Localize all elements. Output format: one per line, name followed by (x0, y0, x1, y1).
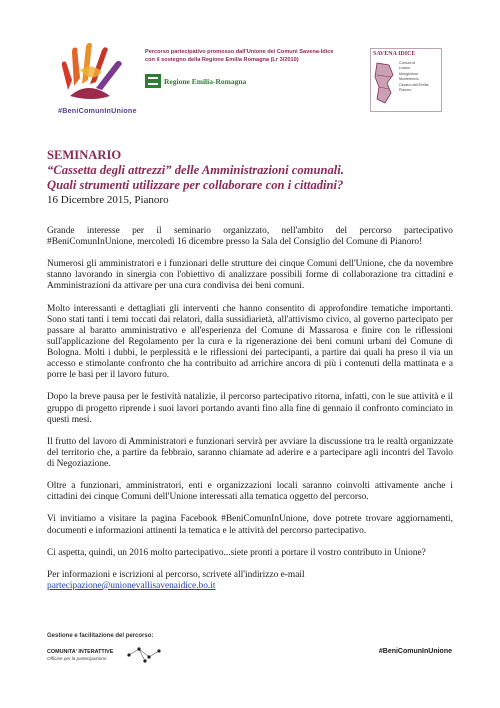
seminar-title-line-2: Quali strumenti utilizzare per collaborare con i cittadini? (47, 178, 344, 192)
project-line-1: Percorso partecipativo promosso dall'Unione dei Comuni Savena-Idice (145, 49, 334, 55)
paragraph: Molto interessanti e dettagliati gli interventi che hanno consentito di approfondire tematiche importanti. Sono stati tanti i temi toccati dai relatori, dalla sussidiarietà, all'attivismo civico, al governo partecipato per passare al baratto amministrativo e all'esperienza del Comune di Massarosa e finire con le riflessioni sull'applicazione del Regolamento per la cura e la rigenerazione dei beni comuni urbani del Comune di Bologna. Molti i dubbi, le perplessità e le riflessioni dei partecipanti, a partire dai quali ha preso il via un accesso e stimolante confronto che ha contribuito ad arrichire ancora di più i contenuti della mattinata e a porre le basi per il lavoro futuro. (47, 303, 453, 381)
union-logo (370, 48, 442, 112)
contact-paragraph (47, 570, 453, 592)
region-name: Regione Emilia-Romagna (164, 76, 247, 86)
paragraph: Dopo la breve pausa per le festività natalizie, il percorso partecipativo ritorna, infatti, con le sue attività e il gruppo di progetto riprende i suoi lavori portando avanti fino alla fine di gennaio il confronto cominciato in questi mesi. (47, 392, 453, 425)
region-logo (145, 74, 246, 88)
paragraph: Oltre a funzionari, amministratori, enti e organizzazioni locali saranno coinvolti attivamente anche i cittadini dei cinque Comuni dell'Unione interessati alla tematica oggetto del percorso. (47, 481, 453, 503)
paragraph: Vi invitiamo a visitare la pagina Facebook #BeniComunInUnione, dove potrete trovare aggiornamenti, documenti e informazioni attinenti la tematica e le attività del percorso partecipativo. (47, 514, 453, 536)
union-list-item: Comuni di (399, 61, 416, 65)
contact-text: Per informazioni e iscrizioni al percorso, scrivete all'indirizzo e-mail (47, 569, 305, 580)
footer-hashtag: #BeniComunInUnione (378, 648, 452, 655)
union-list-item: Loiano (399, 66, 410, 71)
hands-icon (58, 40, 128, 102)
seminar-title-line-1: “Cassetta degli attrezzi” delle Amministrazioni comunali. (47, 163, 344, 177)
article-body (47, 226, 453, 603)
facilitator-tagline: Officine per la partecipazione (47, 656, 107, 661)
project-logo (58, 40, 137, 122)
facilitator-name: COMUNITA' INTERATTIVE (47, 649, 114, 655)
project-line-2: con il sostegno della Regione Emilia Romagna (Lr 3/2010) (145, 57, 299, 63)
seminar-date: 16 Dicembre 2015, Pianoro (47, 194, 169, 206)
section-label: SEMINARIO (47, 148, 122, 162)
paragraph: Ci aspetta, quindi, un 2016 molto partecipativo...siete pronti a portare il vostro contributo in Unione? (47, 547, 426, 558)
union-municipalities (399, 61, 439, 93)
union-name: SAVENA IDICE (373, 51, 416, 57)
region-flag-icon (145, 74, 161, 88)
contact-email-link[interactable]: partecipazione@unionevallisavenaidice.bo.it (47, 581, 216, 591)
paragraph: Grande interesse per il seminario organizzato, nell'ambito del percorso partecipativo #BeniComunInUnione, mercoledì 16 dicembre presso la Sala del Consiglio del Comune di Pianoro! (47, 226, 453, 248)
logo-hashtag: #BeniComunInUnione (58, 106, 137, 115)
facilitator-logo (47, 645, 167, 669)
union-list-item: Pianoro (399, 88, 412, 93)
network-dots-icon (125, 645, 165, 665)
union-map-icon (373, 59, 395, 107)
union-list-item: Monghidoro (399, 71, 418, 76)
paragraph: Il frutto del lavoro di Amministratori e funzionari servirà per avviare la discussione tra le realtà organizzate del territorio che, a partire da febbraio, saranno chiamate ad aderire e a partecipare agli incontri del Tavolo di Negoziazione. (47, 436, 453, 469)
union-list-item: Ozzano dell'Emilia (399, 82, 429, 87)
title-block (47, 148, 467, 207)
union-list-item: Monterenzio (399, 77, 419, 82)
footer-label: Gestione e facilitazione del percorso: (47, 633, 154, 639)
paragraph: Numerosi gli amministratori e i funzionari delle strutture dei cinque Comuni dell'Unione, che da novembre stanno lavorando in sinergia con l'obiettivo di analizzare possibili forme di collaborazione tra cittadini e Amministrazioni da attivare per una cura condivisa dei beni comuni. (47, 259, 453, 292)
project-description (145, 48, 355, 64)
